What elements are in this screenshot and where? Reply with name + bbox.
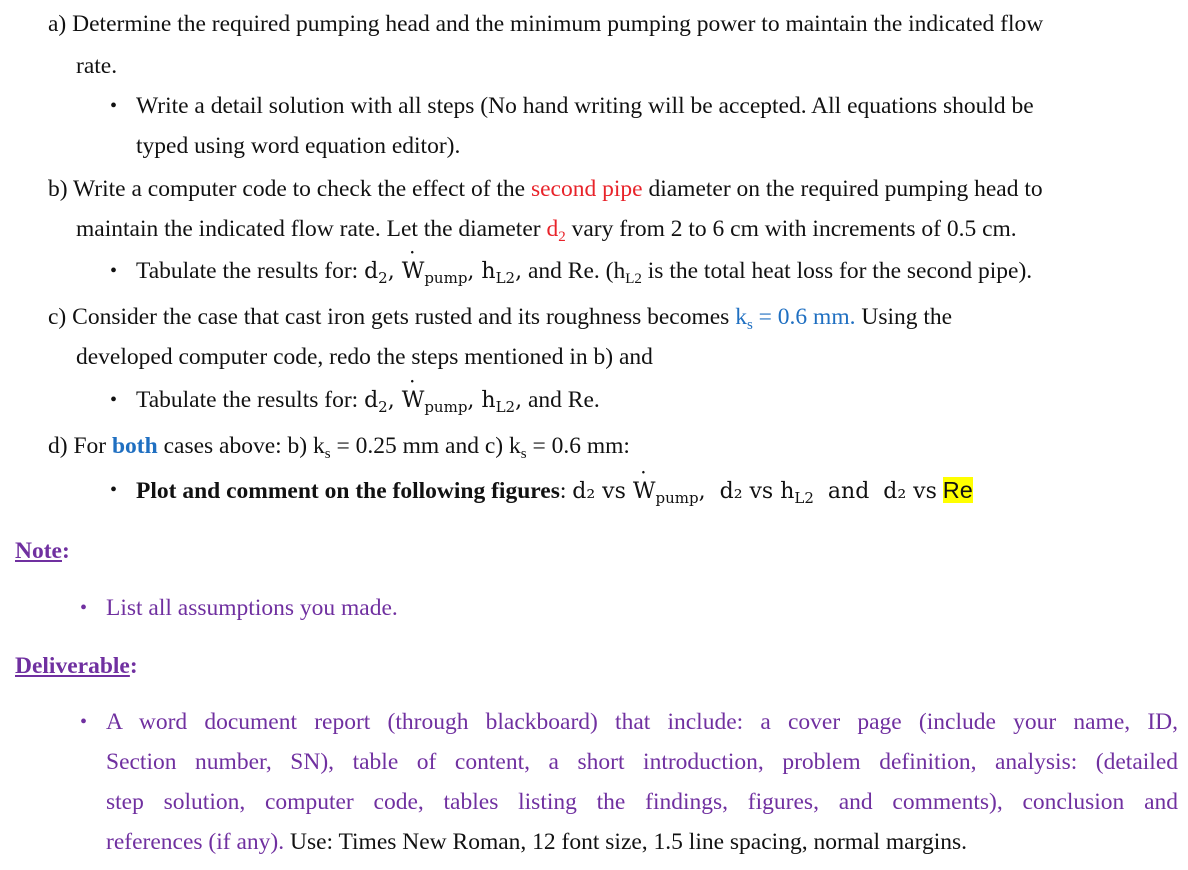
plot-variables: d₂ vs ˙ $W_{pump}$, d₂ vs $h_{L2}$ and d₂ vs: [572, 479, 937, 504]
bullet-icon: •: [110, 95, 118, 117]
part-a-line1: [48, 10, 1043, 38]
part-b-bullet: Tabulate the results for: $d_2$, ˙ $W_{pump}$, $h_{L2}$, and Re. ($h_{L2}$ is the total heat loss for the second pipe).: [136, 257, 1032, 293]
bullet-icon: •: [110, 389, 118, 411]
part-a-label: a): [48, 11, 67, 37]
tabulate-variables: $d_2$, ˙ $W_{pump}$, $h_{L2}$,: [364, 259, 522, 284]
deliverable-line1: A word document report (through blackboard) that include: a cover page (include your name, ID,: [106, 709, 1178, 735]
plot-comment-text: Plot and comment on the following figures: [136, 478, 560, 504]
deliverable-line4: references (if any). Use: Times New Roman, 12 font size, 1.5 line spacing, normal margins.: [106, 829, 968, 855]
part-a-line2: rate.: [76, 53, 118, 79]
part-a-text1: Determine the required pumping head and the minimum pumping power to maintain the indicated flow: [72, 11, 1044, 37]
roughness-value: $k_s = 0.6$ mm.: [735, 304, 856, 333]
part-b-label: b): [48, 176, 68, 202]
deliverable-line2: Section number, SN), table of content, a short introduction, problem definition, analysis: (detailed: [106, 749, 1178, 775]
diameter-variable: $d_2$: [546, 216, 566, 245]
part-b-line1: b) Write a computer code to check the effect of the second pipe diameter on the required pumping head to: [48, 176, 1043, 202]
bullet-icon: •: [80, 711, 88, 733]
part-c-line2: developed computer code, redo the steps mentioned in b) and: [76, 344, 653, 370]
bullet-icon: •: [110, 260, 118, 282]
part-d-label: d): [48, 433, 68, 459]
part-c-line1: c) Consider the case that cast iron gets rusted and its roughness becomes $k_s = 0.6$ mm. Using the: [48, 304, 953, 333]
note-heading: Note:: [15, 538, 70, 564]
note-bullet: List all assumptions you made.: [106, 595, 398, 621]
part-d-bullet: Plot and comment on the following figures: d₂ vs ˙ $W_{pump}$, d₂ vs $h_{L2}$ and d₂ vs Re: [136, 476, 973, 512]
deliverable-heading: Deliverable:: [15, 653, 138, 679]
part-c-label: c): [48, 304, 67, 330]
both-text: both: [111, 433, 158, 459]
tabulate-variables: $d_2$, ˙ $W_{pump}$, $h_{L2}$,: [364, 388, 522, 413]
part-a-bullet-line1: Write a detail solution with all steps (No hand writing will be accepted. All equations should be: [136, 93, 1034, 119]
part-a-bullet-line2: typed using word equation editor).: [136, 133, 461, 159]
second-pipe-text: second pipe: [530, 176, 643, 202]
part-d-line1: d) For both cases above: b) $k_s = 0.25$ mm and c) $k_s = 0.6$ mm:: [48, 433, 630, 462]
deliverable-line3: step solution, computer code, tables listing the findings, figures, and comments), conclusion and: [106, 789, 1178, 815]
part-b-line2: maintain the indicated flow rate. Let the diameter $d_2$ vary from 2 to 6 cm with increments of 0.5 cm.: [76, 216, 1017, 245]
bullet-icon: •: [110, 479, 118, 501]
re-highlight: Re: [942, 477, 973, 503]
part-c-bullet: Tabulate the results for: $d_2$, ˙ $W_{pump}$, $h_{L2}$, and Re.: [136, 386, 600, 421]
bullet-icon: •: [80, 597, 88, 619]
